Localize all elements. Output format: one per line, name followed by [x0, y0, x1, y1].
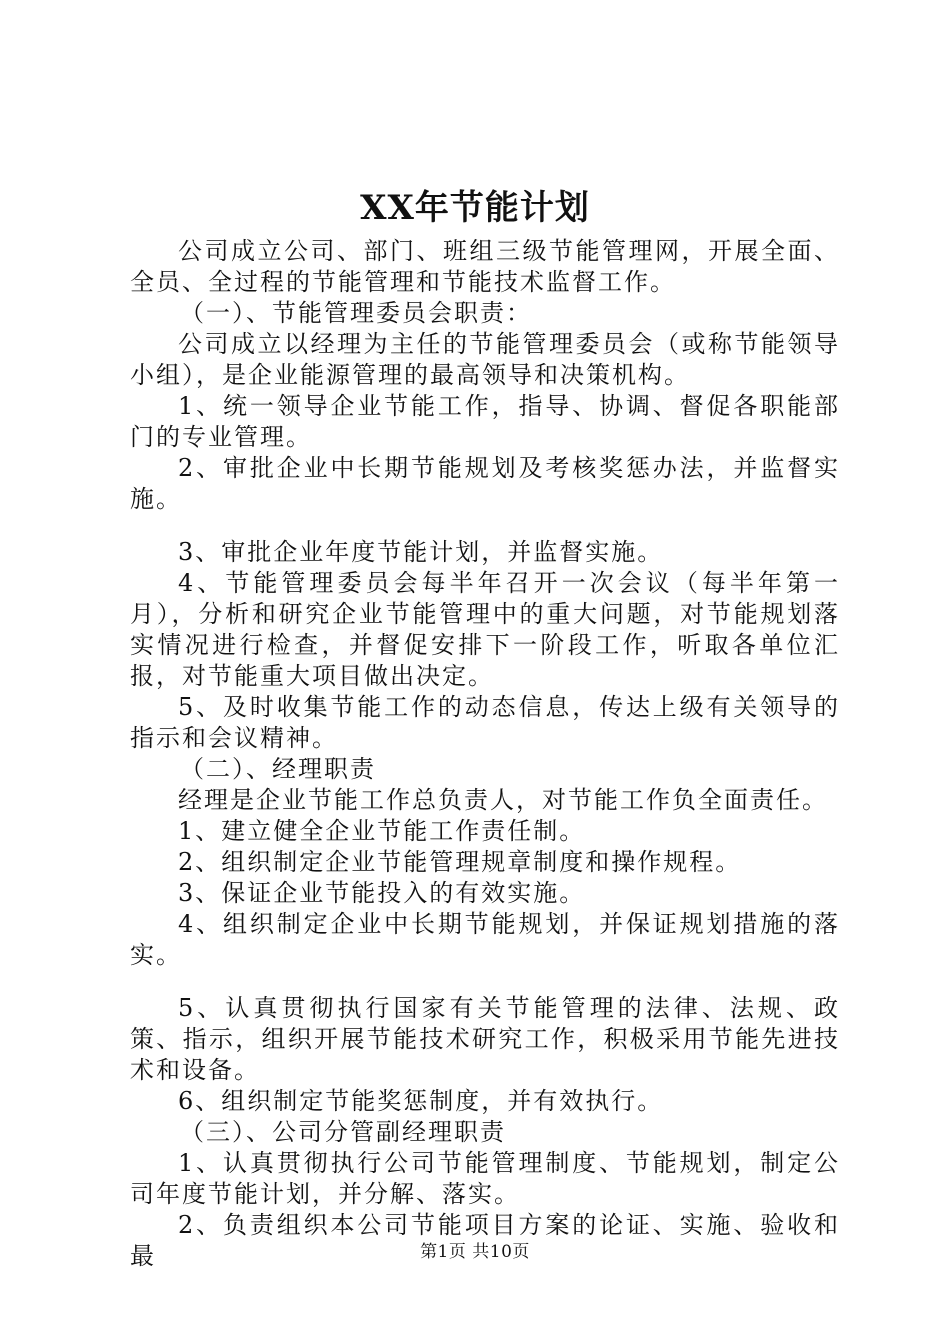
paragraph: 经理是企业节能工作总负责人，对节能工作负全面责任。: [178, 786, 828, 814]
page-number: 第1页 共10页: [420, 1242, 530, 1262]
list-item: 3、审批企业年度节能计划，并监督实施。: [178, 538, 664, 566]
list-item: 1、统一领导企业节能工作，指导、协调、督促各职能部门的专业管理。: [130, 392, 840, 451]
paragraph: 公司成立以经理为主任的节能管理委员会（或称节能领导小组），是企业能源管理的最高领导和决策机构。: [130, 330, 840, 389]
list-item: 5、认真贯彻执行国家有关节能管理的法律、法规、政策、指示，组织开展节能技术研究工作，积极采用节能先进技术和设备。: [130, 994, 840, 1084]
document-body: [130, 236, 840, 1272]
list-item: 2、负责组织本公司节能项目方案的论证、实施、验收和最: [130, 1211, 840, 1270]
list-item: 1、建立健全企业节能工作责任制。: [178, 817, 586, 845]
list-item: 4、节能管理委员会每半年召开一次会议（每半年第一月），分析和研究企业节能管理中的重大问题，对节能规划落实情况进行检查，并督促安排下一阶段工作，听取各单位汇报，对节能重大项目做出决定。: [130, 569, 840, 690]
list-item: 6、组织制定节能奖惩制度，并有效执行。: [178, 1087, 664, 1115]
list-item: 2、组织制定企业节能管理规章制度和操作规程。: [178, 848, 742, 876]
list-item: 2、审批企业中长期节能规划及考核奖惩办法，并监督实施。: [130, 454, 840, 513]
section-heading-3: （三）、公司分管副经理职责: [180, 1118, 506, 1146]
list-item: 3、保证企业节能投入的有效实施。: [178, 879, 586, 907]
document-title: XX年节能计划: [360, 188, 590, 228]
blank-line: [130, 971, 840, 993]
section-heading-1: （一）、节能管理委员会职责：: [180, 299, 532, 327]
list-item: 4、组织制定企业中长期节能规划，并保证规划措施的落实。: [130, 910, 840, 969]
blank-line: [130, 515, 840, 537]
list-item: 5、及时收集节能工作的动态信息，传达上级有关领导的指示和会议精神。: [130, 693, 840, 752]
section-heading-2: （二）、经理职责: [180, 755, 376, 783]
intro-paragraph: 公司成立公司、部门、班组三级节能管理网，开展全面、全员、全过程的节能管理和节能技术监督工作。: [130, 237, 840, 296]
list-item: 1、认真贯彻执行公司节能管理制度、节能规划，制定公司年度节能计划，并分解、落实。: [130, 1149, 840, 1208]
